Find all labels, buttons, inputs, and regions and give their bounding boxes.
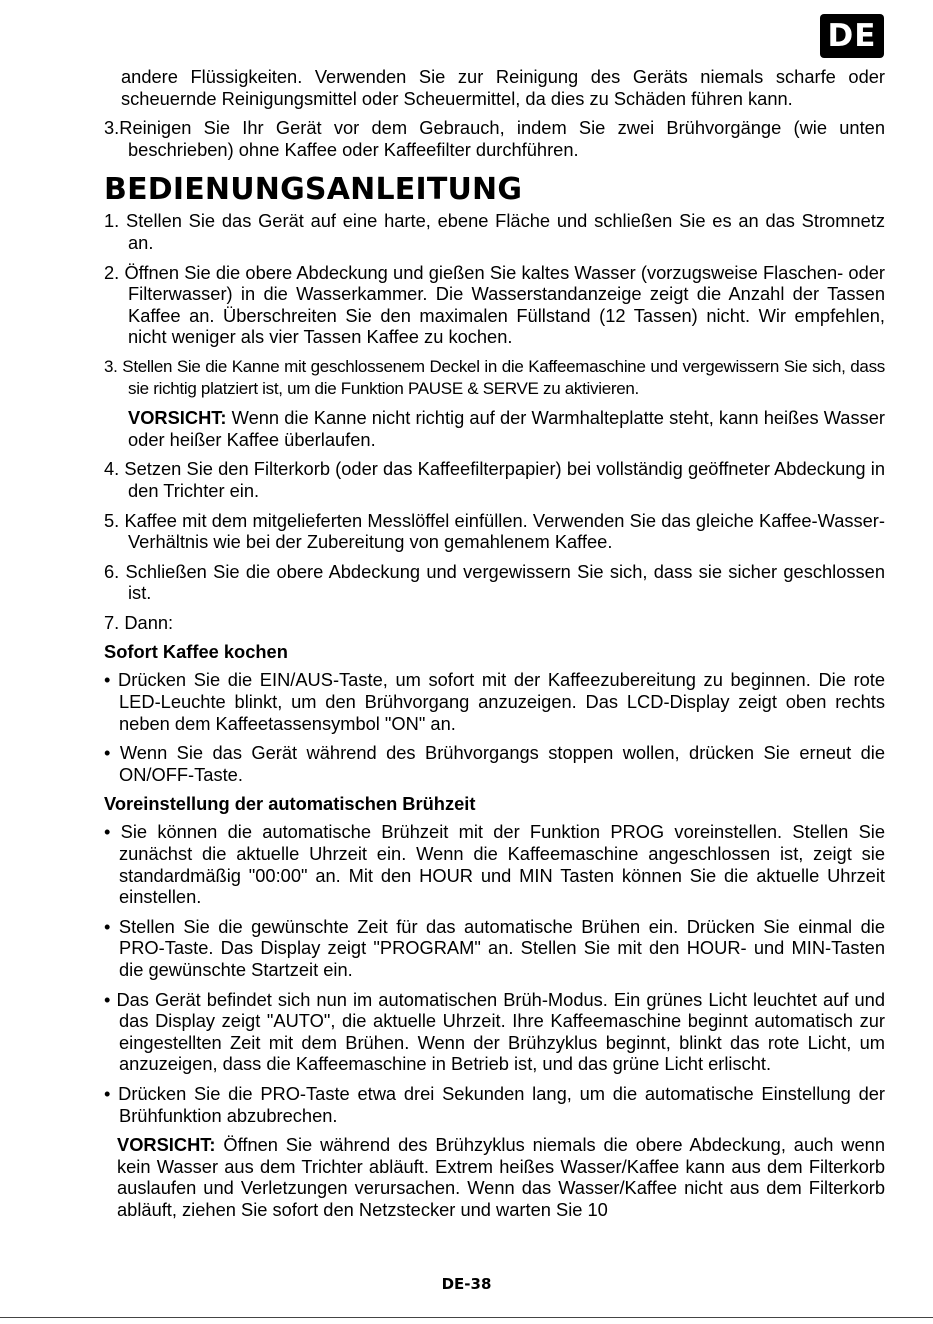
step-2: 2. Öffnen Sie die obere Abdeckung und gießen Sie kaltes Wasser (vorzugsweise Flaschen- oder Filterwasser) in die Wasserkammer. Die Wasserstandanzeige zeigt die Anzahl der Tassen Kaffee an. Überschreiten Sie den maximalen Füllstand (12 Tassen) nicht. Wir empfehlen, nicht weniger als vier Tassen Kaffee zu kochen. (104, 261, 885, 348)
auto-bullet-4: • Drücken Sie die PRO-Taste etwa drei Sekunden lang, um die automatische Einstellung der Brühfunktion abzubrechen. (104, 1082, 885, 1126)
intro-item-3: 3.Reinigen Sie Ihr Gerät vor dem Gebrauch, indem Sie zwei Brühvorgänge (wie unten beschrieben) ohne Kaffee oder Kaffeefilter durchführen. (104, 117, 885, 160)
step-7: 7. Dann: (104, 611, 174, 633)
step-3-caution (104, 407, 885, 450)
step-4: 4. Setzen Sie den Filterkorb (oder das Kaffeefilterpapier) bei vollständig geöffneter Abdeckung in den Trichter ein. (104, 458, 885, 501)
caution-label: VORSICHT: (117, 1134, 216, 1156)
auto-bullet-2: • Stellen Sie die gewünschte Zeit für das automatische Brühen ein. Drücken Sie einmal die PRO-Taste. Das Display zeigt "PROGRAM" an. Stellen Sie mit den HOUR- und MIN-Tasten die gewünschte Startzeit ein. (104, 915, 885, 980)
brew-now-bullet-1: • Drücken Sie die EIN/AUS-Taste, um sofort mit der Kaffeezubereitung zu beginnen. Die rote LED-Leuchte blinkt, um den Brühvorgang anzuzeigen. Das LCD-Display zeigt oben rechts neben dem Kaffeetassensymbol "ON" an. (104, 669, 885, 734)
auto-bullet-1: • Sie können die automatische Brühzeit mit der Funktion PROG voreinstellen. Stellen Sie zunächst die aktuelle Uhrzeit ein. Wenn die Kaffeemaschine angeschlossen ist, zeigt sie standardmäßig "00:00" an. Mit den HOUR und MIN Tasten können Sie die aktuelle Uhrzeit einstellen. (104, 821, 885, 908)
section-title: BEDIENUNGSANLEITUNG (104, 172, 523, 208)
auto-caution (104, 1134, 885, 1220)
step-1: 1. Stellen Sie das Gerät auf eine harte, ebene Fläche und schließen Sie es an das Stromnetz an. (104, 210, 885, 253)
caution-text: Wenn die Kanne nicht richtig auf der Warmhalteplatte steht, kann heißes Wasser oder heißer Kaffee überlaufen. (128, 407, 885, 450)
page-content (104, 66, 885, 1221)
intro-continuation: andere Flüssigkeiten. Verwenden Sie zur Reinigung des Geräts niemals scharfe oder scheuernde Reinigungsmittel oder Scheuermittel, da dies zu Schäden führen kann. (121, 66, 885, 109)
step-6: 6. Schließen Sie die obere Abdeckung und vergewissern Sie sich, dass sie sicher geschlossen ist. (104, 560, 885, 604)
page-number: DE-38 (441, 1275, 492, 1293)
brew-now-bullet-2: • Wenn Sie das Gerät während des Brühvorgangs stoppen wollen, drücken Sie erneut die ON/OFF-Taste. (104, 742, 885, 785)
caution-label: VORSICHT: (128, 407, 227, 429)
language-badge: DE (820, 14, 884, 58)
auto-bullet-3: • Das Gerät befindet sich nun im automatischen Brüh-Modus. Ein grünes Licht leuchtet auf und das Display zeigt "AUTO", die aktuelle Uhrzeit. Ihre Kaffeemaschine beginnt automatisch zur eingestellten Zeit mit dem Brühen. Wenn der Brühzyklus beginnt, blinkt das rote Licht, um anzuzeigen, dass die Kaffeemaschine in Betrieb ist, und das grüne Licht erlischt. (104, 988, 885, 1075)
step-3: 3. Stellen Sie die Kanne mit geschlossenem Deckel in die Kaffeemaschine und vergewissern Sie sich, dass sie richtig platziert ist, um die Funktion PAUSE & SERVE zu aktivieren. (104, 356, 885, 398)
footer-divider (0, 1317, 933, 1318)
caution-text: Öffnen Sie während des Brühzyklus niemals die obere Abdeckung, auch wenn kein Wasser aus dem Trichter abläuft. Extrem heißes Wasser/Kaffee kann aus dem Filterkorb auslaufen und Verletzungen verursachen. Wenn das Wasser/Kaffee nicht aus dem Filterkorb abläuft, ziehen Sie sofort den Netzstecker und warten Sie 10 (117, 1134, 885, 1220)
heading-auto-brew: Voreinstellung der automatischen Brühzeit (104, 793, 476, 815)
heading-brew-now: Sofort Kaffee kochen (104, 641, 288, 663)
step-5: 5. Kaffee mit dem mitgelieferten Messlöffel einfüllen. Verwenden Sie das gleiche Kaffee-Wasser-Verhältnis wie bei der Zubereitung von gemahlenem Kaffee. (104, 509, 885, 553)
